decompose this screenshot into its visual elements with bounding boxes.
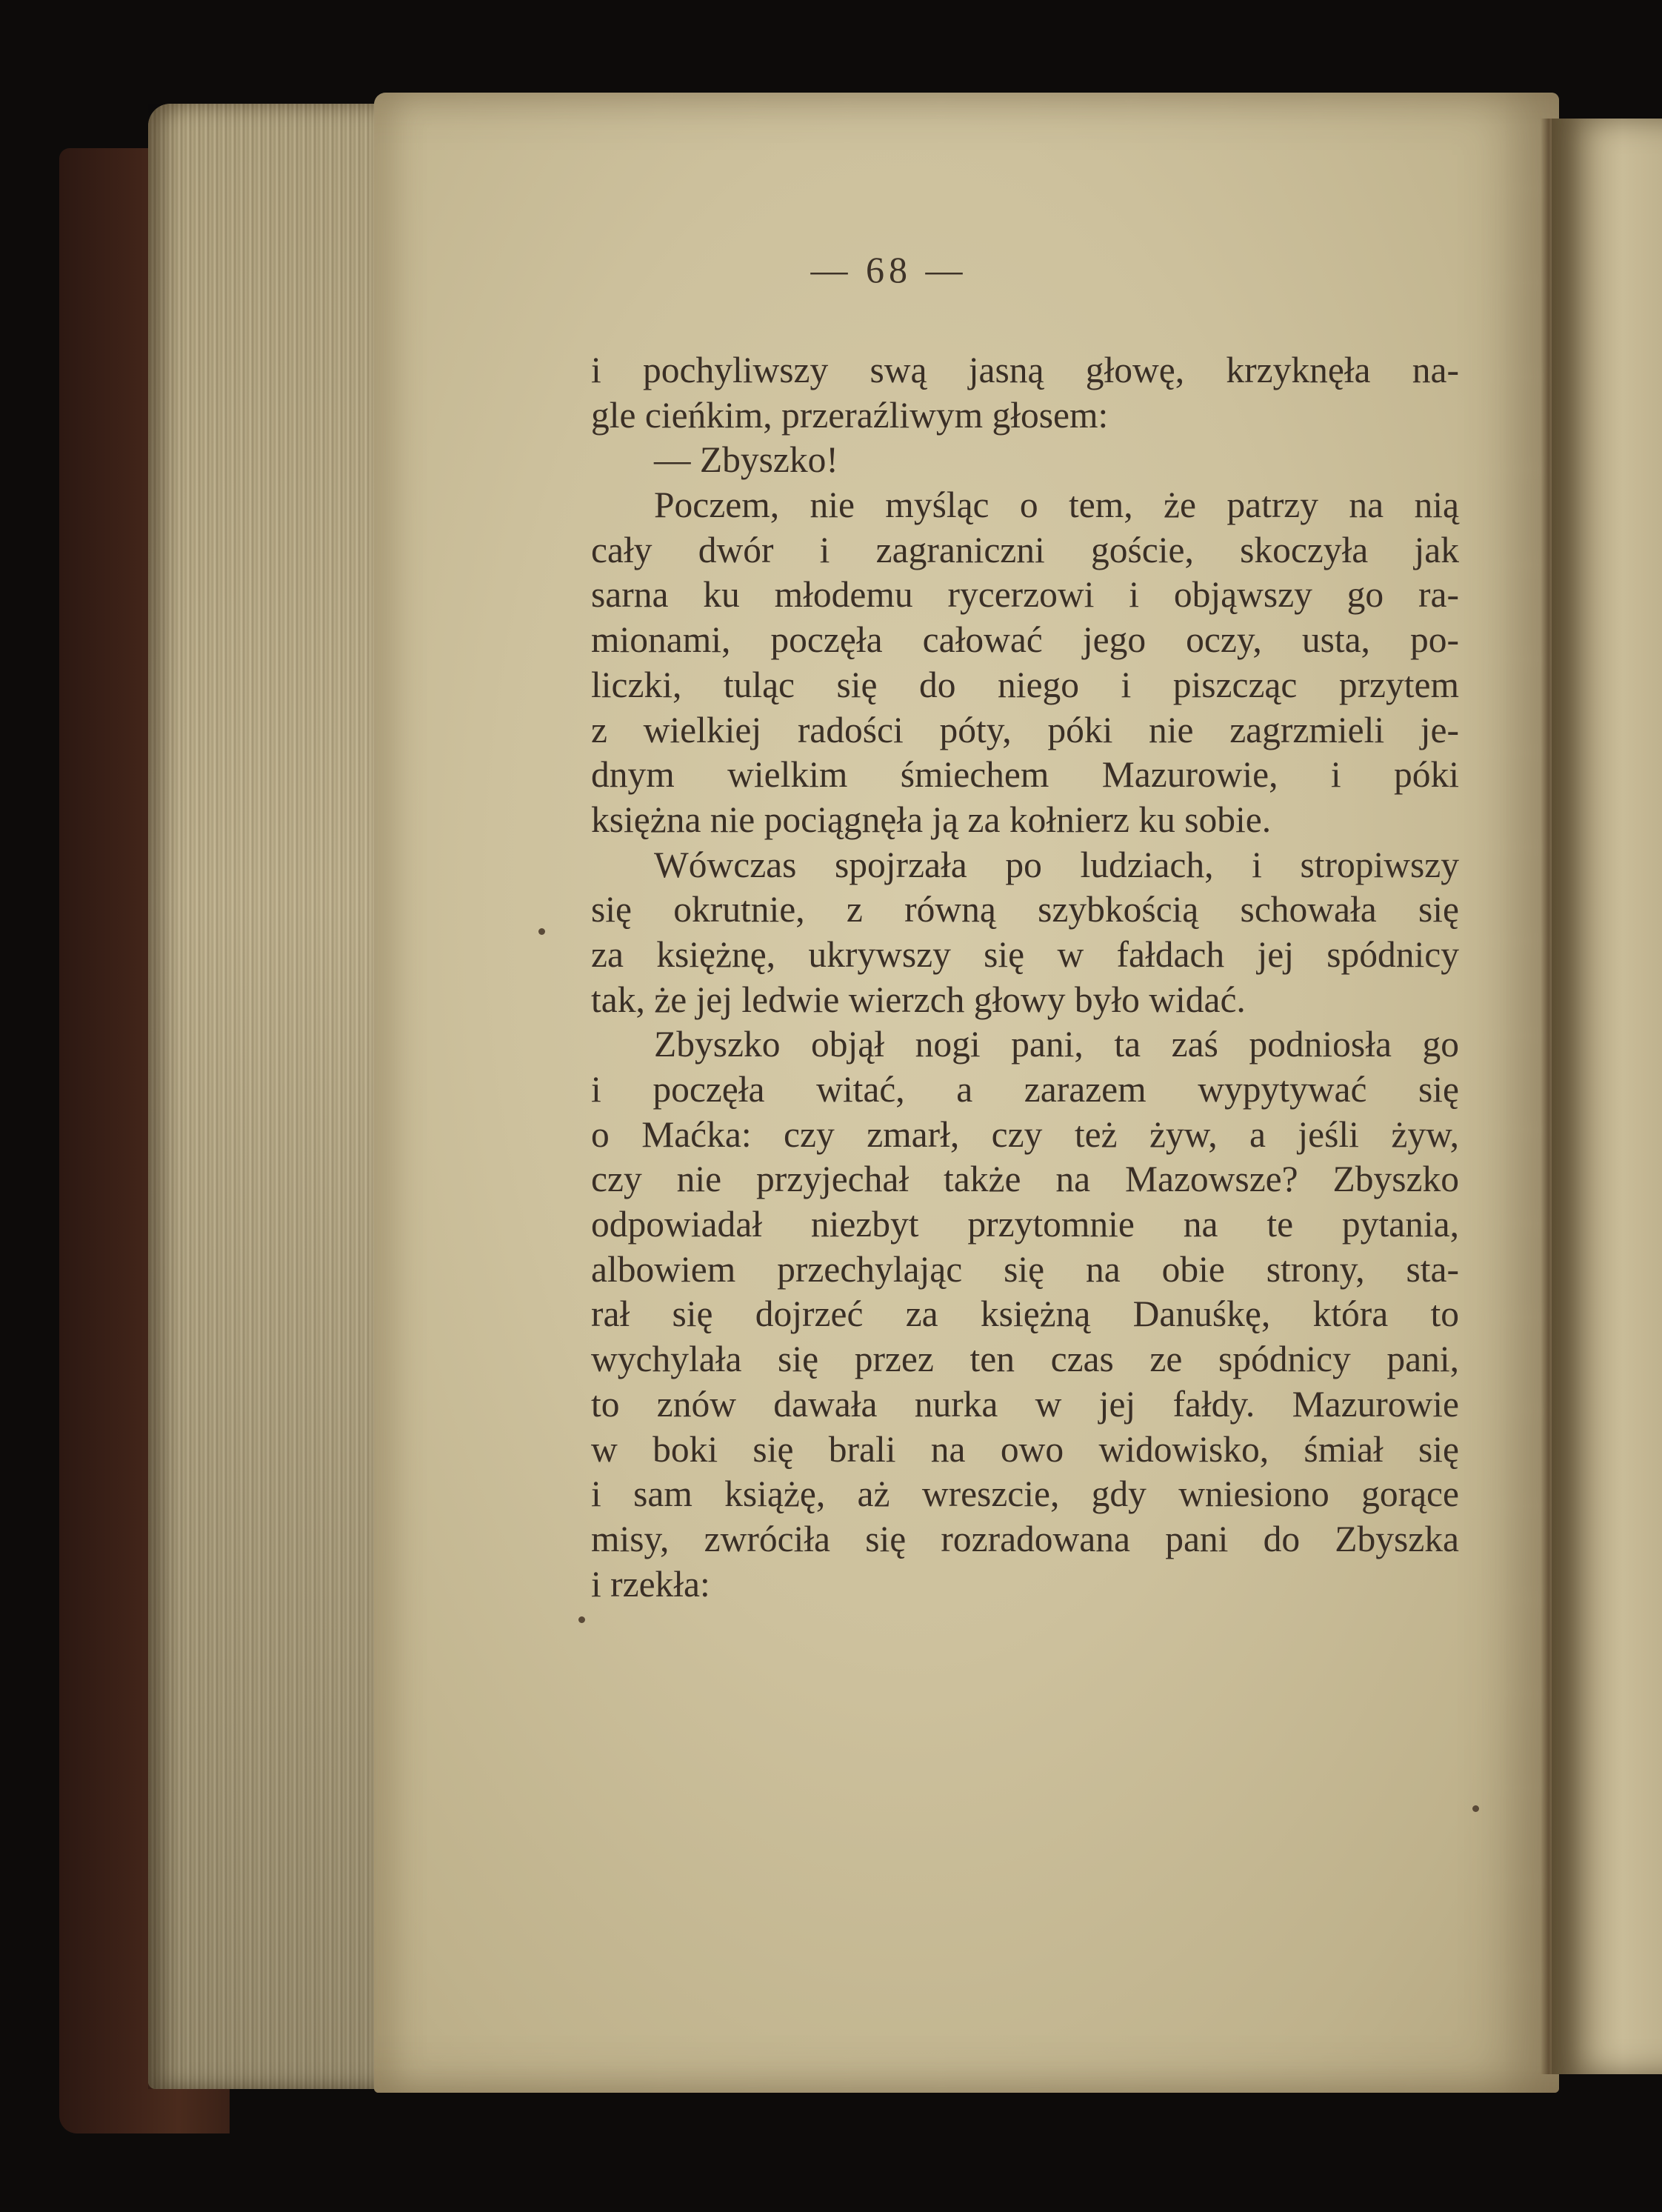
text-line: wychylała się przez ten czas ze spódnicy pani, — [591, 1339, 1459, 1380]
text-line: gle cieńkim, przeraźliwym głosem: — [591, 394, 1109, 436]
text-line: albowiem przechylając się na obie strony, sta- — [591, 1248, 1459, 1290]
text-line: liczki, tuląc się do niego i piszcząc przytem — [591, 664, 1459, 705]
text-line: i poczęła witać, a zarazem wypytywać się — [591, 1069, 1459, 1110]
paper-speck — [538, 928, 545, 935]
paper-speck — [1472, 1805, 1479, 1812]
body-text — [591, 348, 1459, 1607]
text-line: Wówczas spojrzała po ludziach, i stropiwszy — [654, 844, 1459, 885]
text-line: tak, że jej ledwie wierzch głowy było widać. — [591, 979, 1246, 1020]
text-line: czy nie przyjechał także na Mazowsze? Zbyszko — [591, 1159, 1459, 1200]
text-line: dnym wielkim śmiechem Mazurowie, i póki — [591, 754, 1459, 796]
text-line: to znów dawała nurka w jej fałdy. Mazurowie — [591, 1383, 1459, 1425]
text-line: Zbyszko objął nogi pani, ta zaś podniosła go — [654, 1024, 1459, 1065]
text-line: z wielkiej radości póty, póki nie zagrzmieli je- — [591, 709, 1459, 750]
text-line: i sam książę, aż wreszcie, gdy wniesiono gorące — [591, 1473, 1459, 1515]
text-line: mionami, poczęła całować jego oczy, usta, po- — [591, 619, 1459, 661]
text-line: za księżnę, ukrywszy się w fałdach jej spódnicy — [591, 933, 1459, 975]
facing-page-sliver — [1552, 119, 1662, 2074]
text-line: rał się dojrzeć za księżną Danuśkę, która to — [591, 1293, 1459, 1335]
paper-speck — [578, 1616, 585, 1623]
text-line: — Zbyszko! — [654, 439, 838, 481]
stacked-page-edges — [148, 104, 393, 2089]
text-line: się okrutnie, z równą szybkością schowała się — [591, 889, 1459, 930]
text-line: Poczem, nie myśląc o tem, że patrzy na nią — [654, 484, 1459, 526]
text-line: odpowiadał niezbyt przytomnie na te pytania, — [591, 1204, 1459, 1245]
text-line: i rzekła: — [591, 1563, 710, 1605]
page-number: — 68 — — [810, 249, 967, 290]
text-line: i pochyliwszy swą jasną głowę, krzyknęła na- — [591, 350, 1459, 390]
text-line: w boki się brali na owo widowisko, śmiał się — [591, 1428, 1459, 1470]
text-line: misy, zwróciła się rozradowana pani do Zbyszka — [591, 1518, 1459, 1559]
text-line: cały dwór i zagraniczni goście, skoczyła jak — [591, 529, 1459, 570]
text-line: sarna ku młodemu rycerzowi i objąwszy go ra- — [591, 574, 1459, 616]
text-line: o Maćka: czy zmarł, czy też żyw, a jeśli żyw, — [591, 1113, 1459, 1155]
text-line: księżna nie pociągnęła ją za kołnierz ku sobie. — [591, 799, 1272, 840]
